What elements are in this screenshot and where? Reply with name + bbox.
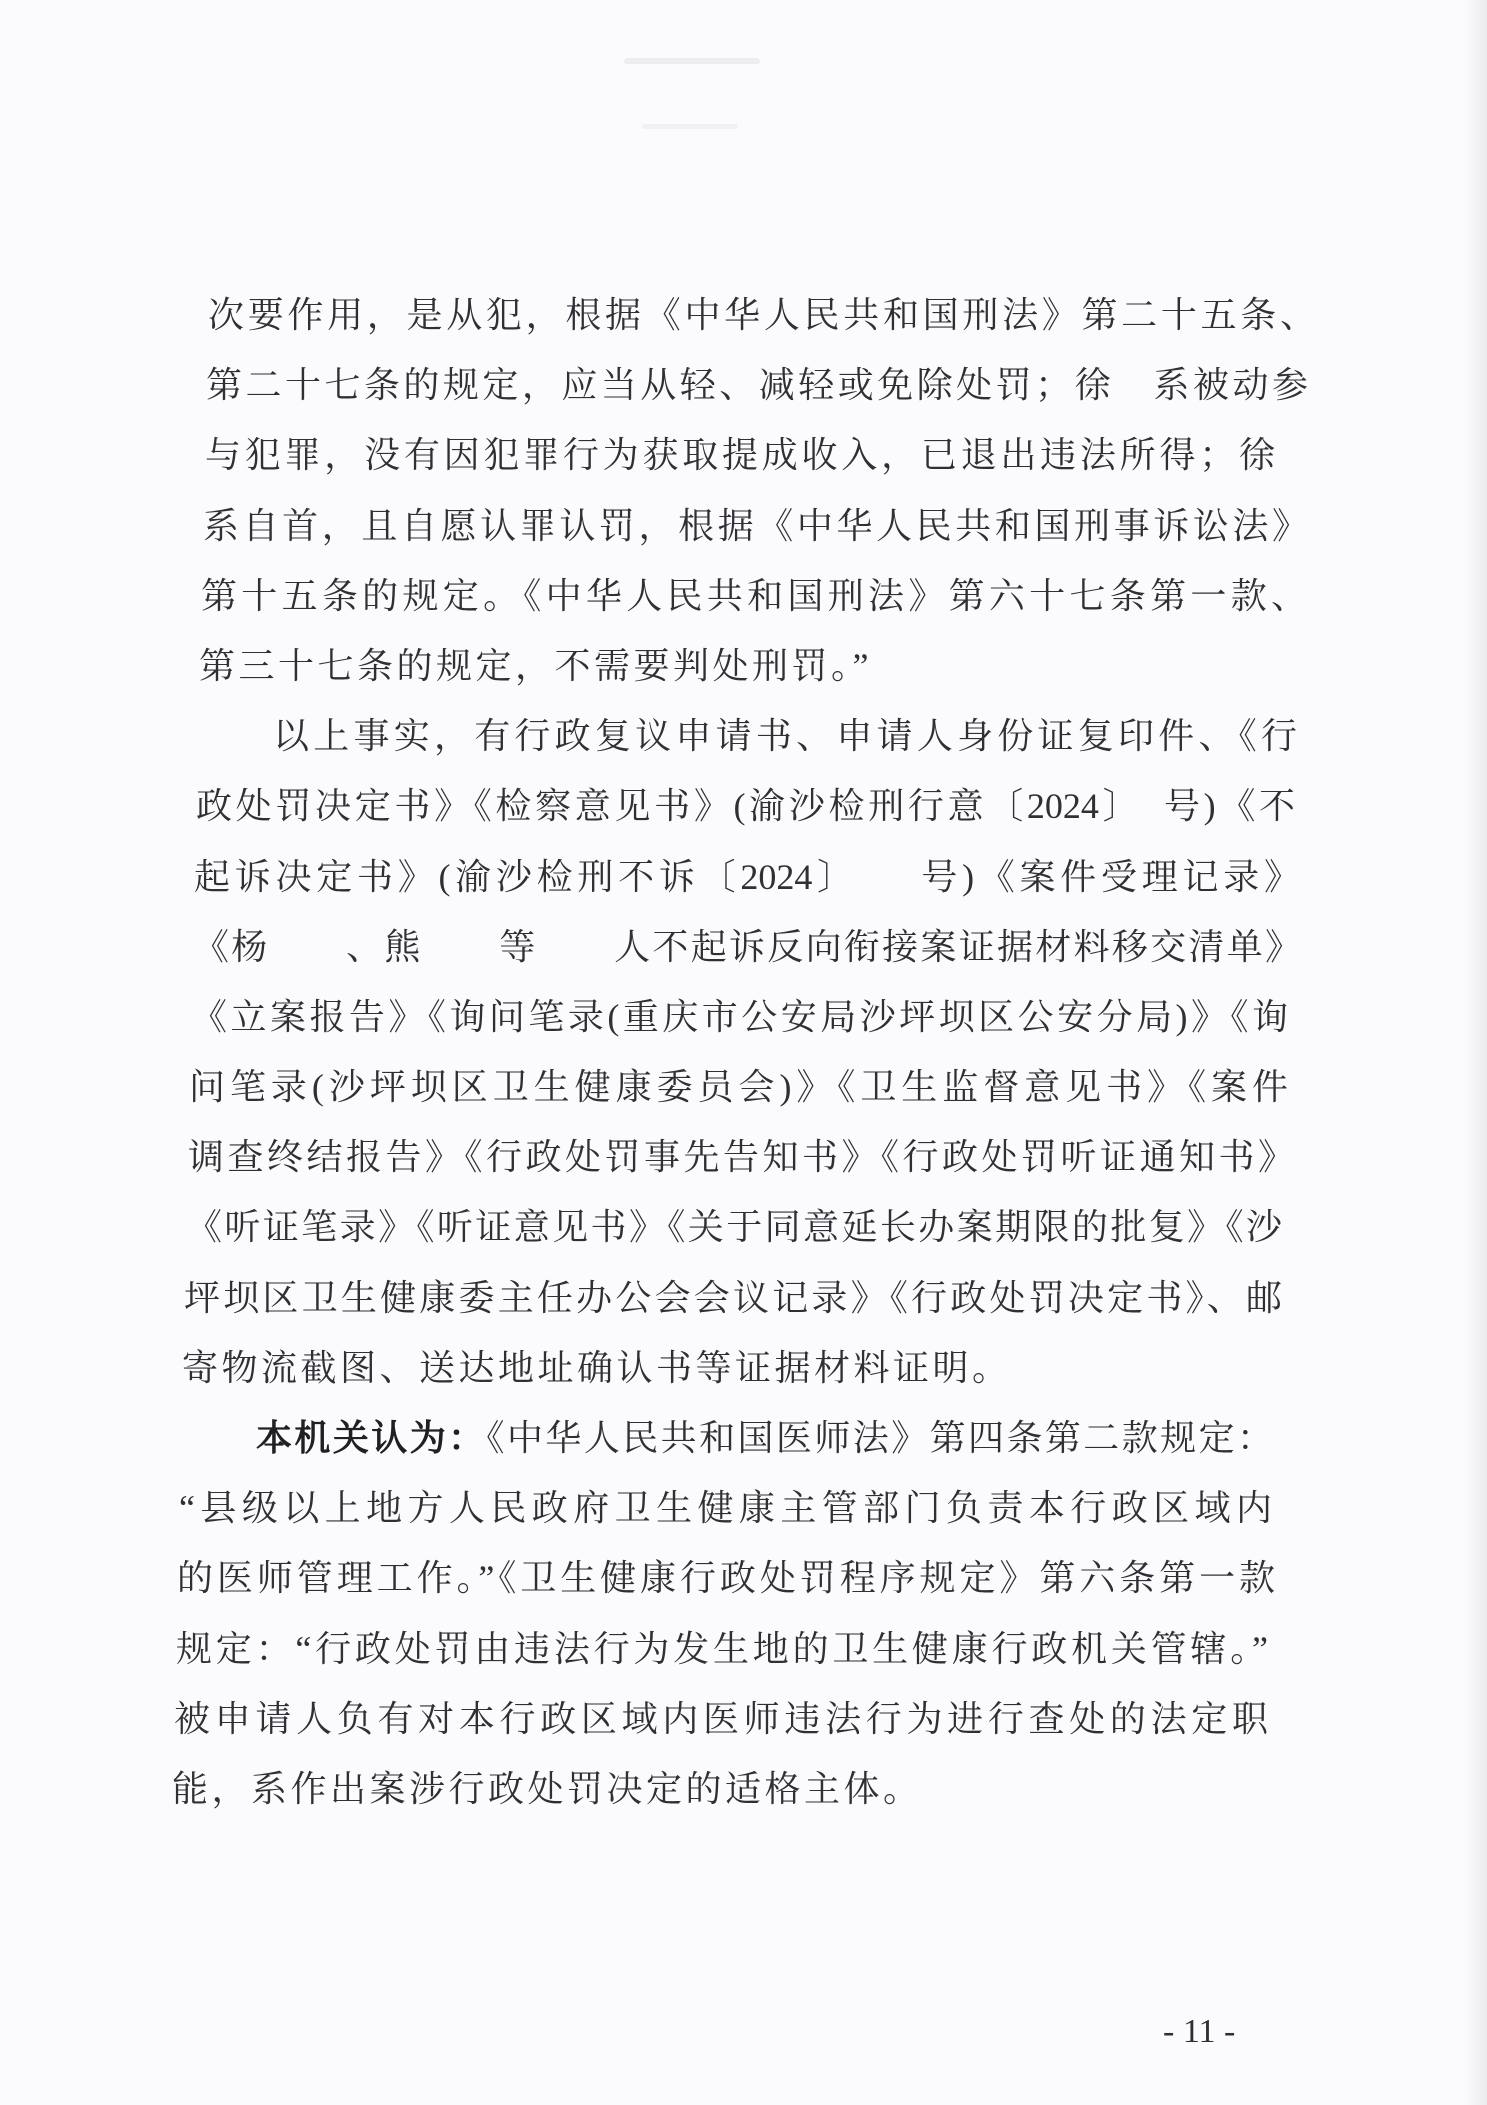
- scan-edge-shadow: [1465, 0, 1487, 2105]
- text-line: 《杨 、熊 等 人不起诉反向衔接案证据材料移交清单》: [193, 927, 1301, 967]
- text-line: 问笔录(沙坪坝区卫生健康委员会)》《卫生监督意见书》《案件: [189, 1067, 1288, 1107]
- text-line: 系自首，且自愿认罪认罚，根据《中华人民共和国刑事诉讼法》: [203, 506, 1308, 546]
- text-line: 调查终结报告》《行政处罚事先告知书》《行政处罚听证通知书》: [188, 1137, 1294, 1177]
- text-line: 《立案报告》《询问笔录(重庆市公安局沙坪坝区公安分局)》《询: [191, 997, 1288, 1037]
- text-line: 次要作用，是从犯，根据《中华人民共和国刑法》第二十五条、: [208, 295, 1316, 335]
- text-line: 与犯罪，没有因犯罪行为获取提成收入，已退出违法所得；徐: [205, 435, 1275, 475]
- text-line-content: 《中华人民共和国医师法》第四条第二款规定：: [486, 1418, 1273, 1458]
- text-line: 第三十七条的规定，不需要判处刑罚。”: [199, 646, 872, 686]
- paragraph-lead: 本机关认为：: [256, 1418, 487, 1459]
- text-line: [256, 1403, 1273, 1473]
- text-line: 起诉决定书》(渝沙检刑不诉〔2024〕 号)《案件受理记录》: [194, 857, 1300, 897]
- scan-smudge: [624, 58, 760, 64]
- text-line: 被申请人负有对本行政区域内医师违法行为进行查处的法定职: [174, 1699, 1268, 1739]
- text-line: 政处罚决定书》《检察意见书》(渝沙检刑行意〔2024〕 号)《不: [196, 786, 1295, 826]
- text-line: “县级以上地方人民政府卫生健康主管部门负责本行政区域内: [179, 1488, 1272, 1528]
- text-line: 《听证笔录》《听证意见书》《关于同意延长办案期限的批复》《沙: [186, 1207, 1282, 1247]
- text-line: 以上事实，有行政复议申请书、申请人身份证复印件、《行: [273, 716, 1297, 756]
- text-line: 规定：“行政处罚由违法行为发生地的卫生健康行政机关管辖。”: [176, 1629, 1268, 1669]
- text-line: 能，系作出案涉行政处罚决定的适格主体。: [172, 1769, 923, 1809]
- text-line: 第十五条的规定。《中华人民共和国刑法》第六十七条第一款、: [201, 576, 1307, 616]
- text-line: 的医师管理工作。”《卫生健康行政处罚程序规定》第六条第一款: [177, 1558, 1275, 1598]
- scan-smudge: [642, 124, 738, 129]
- page-number: - 11 -: [1163, 2013, 1236, 2050]
- text-line: 寄物流截图、送达地址确认书等证据材料证明。: [182, 1348, 1012, 1388]
- text-line: 坪坝区卫生健康委主任办公会会议记录》《行政处罚决定书》、邮: [184, 1278, 1282, 1318]
- text-line: 第二十七条的规定，应当从轻、减轻或免除处罚；徐 系被动参: [206, 365, 1308, 405]
